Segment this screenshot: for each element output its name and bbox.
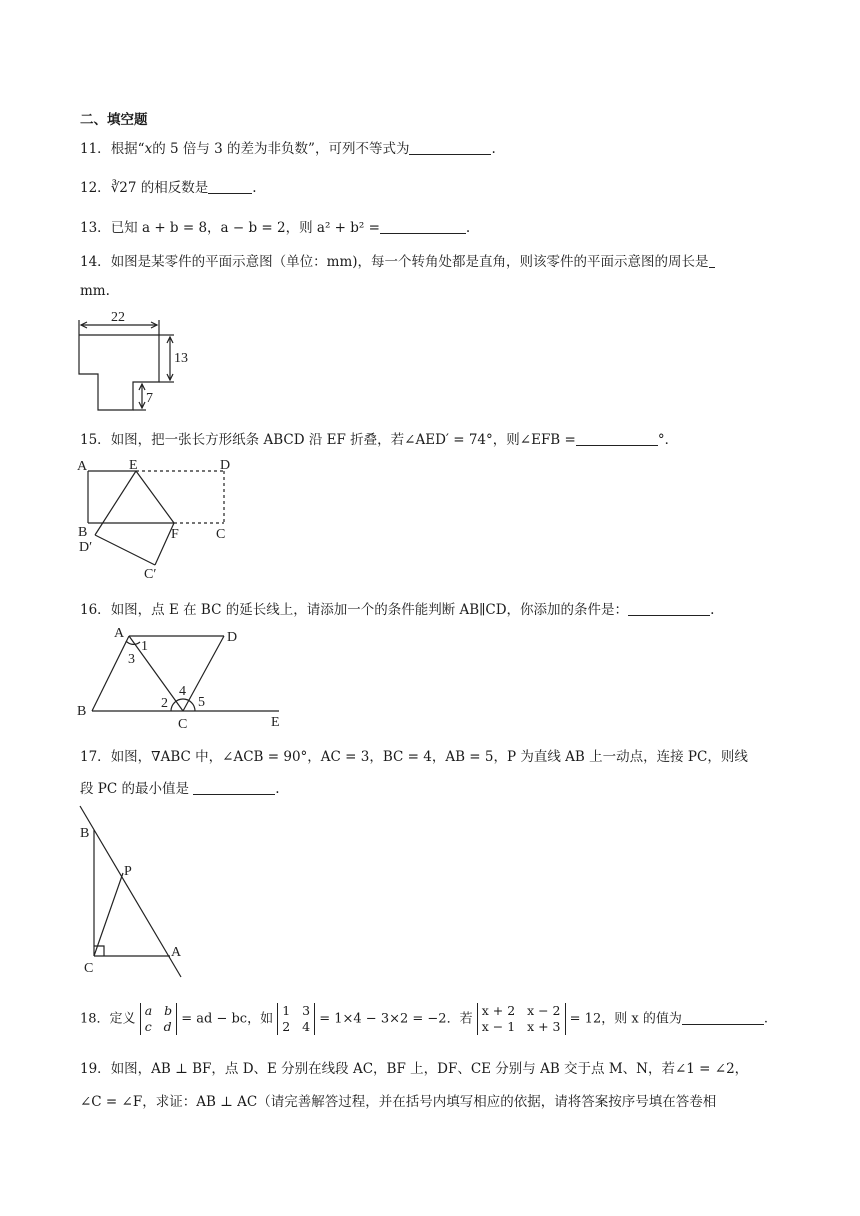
question-17	[80, 745, 748, 765]
question-14	[80, 250, 715, 270]
q16-angle-4: 4	[179, 684, 186, 699]
q15-answer-blank[interactable]	[576, 444, 658, 446]
q18-number: 18．	[80, 1011, 110, 1027]
q16-angle-3: 3	[128, 652, 135, 667]
q18-answer-blank[interactable]	[682, 1023, 764, 1025]
q15-text: 如图，把一张长方形纸条 ABCD 沿 EF 折叠，若∠AED′ = 74°，则∠EFB =	[110, 432, 576, 448]
q19-text: 如图，AB ⊥ BF，点 D、E 分别在线段 AC，BF 上，DF、CE 分别与 AB 交于点 M、N，若∠1 = ∠2，	[110, 1061, 749, 1077]
question-12	[80, 176, 257, 196]
q18-text-c: = 1×4 − 3×2 = −2．若	[319, 1011, 473, 1027]
q16-label-C: C	[178, 717, 188, 732]
q18-end: .	[763, 1011, 768, 1027]
q15-label-B: B	[78, 525, 88, 540]
q17-label-B: B	[80, 826, 90, 841]
q12-answer-blank[interactable]	[208, 192, 252, 194]
q18-text-a: 定义	[109, 1011, 136, 1027]
q16-answer-blank[interactable]	[628, 614, 710, 616]
q18-determinant-example: 1 3 2 4	[277, 1003, 315, 1035]
q12-text: 的相反数是	[136, 180, 209, 196]
q17-answer-blank[interactable]	[193, 793, 275, 795]
q13-number: 13．	[80, 220, 111, 236]
q12-end: .	[252, 180, 257, 196]
q11-answer-blank[interactable]	[409, 153, 491, 155]
section-title: 二、填空题	[80, 112, 148, 128]
q12-number: 12．	[80, 180, 111, 196]
q11-var: x	[144, 141, 153, 157]
q17-figure	[74, 800, 194, 985]
q16-end: .	[710, 602, 715, 618]
q14-label-right: 13	[174, 351, 188, 366]
q14-number: 14．	[80, 254, 111, 270]
q16-text: 如图，点 E 在 BC 的延长线上，请添加一个的条件能判断 AB∥CD，你添加的条件是：	[110, 602, 629, 618]
q16-label-D: D	[227, 630, 238, 645]
q17-end: .	[275, 781, 280, 797]
q14-label-bottom: 7	[146, 391, 153, 406]
question-15	[80, 428, 678, 448]
q16-angle-2: 2	[161, 696, 168, 711]
question-18	[80, 1003, 768, 1035]
q18-determinant-definition: a b c d	[140, 1003, 177, 1035]
q11-text-a: 根据“	[110, 141, 145, 157]
q12-radical: ∛27	[110, 180, 137, 196]
q13-answer-blank[interactable]	[380, 232, 466, 234]
q16-number: 16．	[80, 602, 111, 618]
q17-label-A: A	[171, 945, 182, 960]
question-16	[80, 598, 714, 618]
q17-label-C: C	[84, 961, 94, 976]
q14-figure	[70, 312, 200, 417]
q15-figure	[74, 456, 239, 586]
q15-label-D: D	[220, 458, 231, 473]
q15-label-E: E	[129, 458, 138, 473]
q15-label-A: A	[77, 459, 88, 474]
question-13	[80, 216, 470, 236]
q16-label-A: A	[114, 626, 125, 641]
q16-label-E: E	[271, 715, 280, 730]
q14-line2: mm.	[80, 283, 110, 299]
q15-label-D-prime: D′	[79, 540, 93, 555]
q19-number: 19．	[80, 1061, 111, 1077]
q15-number: 15．	[80, 432, 111, 448]
q15-label-C-prime: C′	[144, 567, 157, 582]
q16-angle-1: 1	[141, 639, 148, 654]
q18-determinant-question: x + 2 x − 2 x − 1 x + 3	[477, 1003, 566, 1035]
q15-label-C: C	[216, 527, 226, 542]
q16-label-B: B	[77, 704, 87, 719]
q14-answer-blank[interactable]	[709, 266, 715, 268]
q11-number: 11．	[80, 141, 111, 157]
q17-text: 如图，∇ABC 中，∠ACB = 90°，AC = 3，BC = 4，AB = 5，P 为直线 AB 上一动点，连接 PC，则线	[110, 749, 748, 765]
q18-text-d: = 12，则 x 的值为	[569, 1011, 682, 1027]
q13-end: .	[465, 220, 471, 236]
question-17-line2	[80, 777, 280, 797]
q16-angle-5: 5	[198, 695, 205, 710]
q11-end: .	[491, 141, 496, 157]
q14-text: 如图是某零件的平面示意图（单位：mm)，每一个转角处都是直角，则该零件的平面示意图的周长是	[110, 254, 709, 270]
q17-label-P: P	[124, 864, 132, 879]
question-19	[80, 1057, 748, 1077]
q17-number: 17．	[80, 749, 111, 765]
q15-end: °．	[657, 432, 679, 448]
q18-text-b: = ad − bc，如	[181, 1011, 274, 1027]
q15-label-F: F	[171, 527, 179, 542]
q13-text: 已知 a + b = 8，a − b = 2，则 a² + b² =	[110, 220, 380, 236]
q16-figure	[74, 622, 294, 732]
question-11	[80, 137, 496, 157]
q14-label-top: 22	[111, 310, 125, 325]
q11-text-b: 的 5 倍与 3 的差为非负数”，可列不等式为	[152, 141, 410, 157]
q17-text2: 段 PC 的最小值是	[80, 781, 189, 797]
question-19-line2: ∠C = ∠F，求证：AB ⊥ AC（请完善解答过程，并在括号内填写相应的依据，请将答案按序号填在答卷相	[80, 1094, 717, 1110]
